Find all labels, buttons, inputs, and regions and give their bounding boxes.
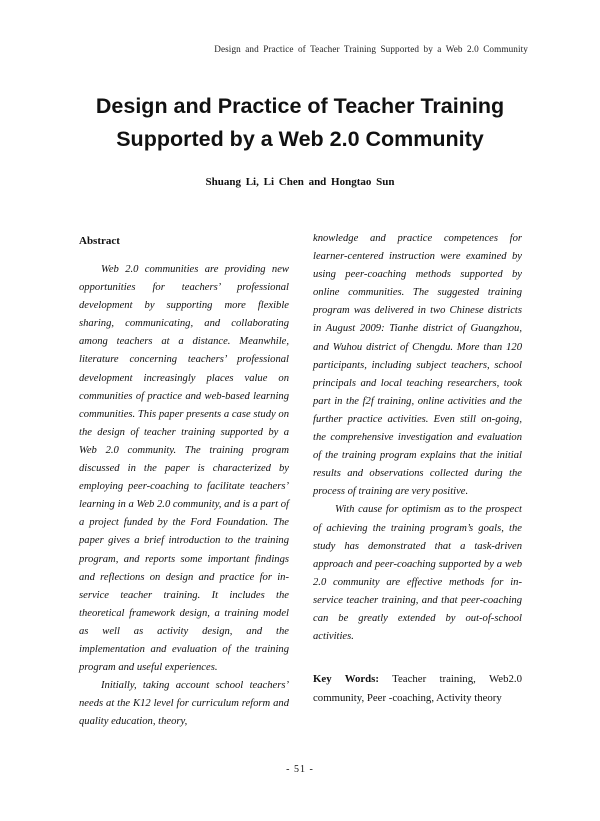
- page-number: - 51 -: [286, 764, 314, 775]
- left-column: [79, 230, 289, 731]
- keywords-label: Key Words:: [313, 673, 379, 686]
- keywords: [313, 670, 522, 707]
- title-line-2: Supported by a Web 2.0 Community: [116, 127, 484, 151]
- abstract-paragraph-3: With cause for optimism as to the prospect of achieving the training program’s goals, the study has demonstrated that a task-driven approach and peer-coaching supported by a web 2.0 community are effective methods for in-service teacher training, and that peer-coaching can be greatly extended by out-of-school activities.: [313, 504, 522, 643]
- abstract-paragraph-1: Web 2.0 communities are providing new opportunities for teachers’ professional development by supporting more flexible sharing, communicating, and collaborating among teachers at a distance. Meanwhile, literature concerning teachers’ professional development increasingly places value on communities of practice and web-based learning communities. This paper presents a case study on the design of teacher training supported by a Web 2.0 community. The training program discussed in the paper is characterized by employing peer-coaching to facilitate teachers’ learning in a Web 2.0 community, and is a part of a project funded by the Ford Foundation. The paper gives a brief introduction to the training program, and reports some important findings and reflections on design and practice for in-service teacher training. It includes the theoretical framework design, a training model as well as activity design, and the implementation and evaluation of the training program and useful experiences.: [79, 264, 289, 674]
- abstract-paragraph-2-continued: knowledge and practice competences for learner-centered instruction were examined by using peer-coaching methods supported by online communities. The suggested training program was delivered in two Chinese districts in August 2009: Tianhe district of Guangzhou, and Wuhou district of Chengdu. More than 120 participants, including subject teachers, school principals and local teaching researchers, took part in the f2f training, online activities and the further practice activities. Even still on-going, the comprehensive investigation and evaluation of the training program explains that the initial results and observations collected during the process of training are very positive.: [313, 233, 522, 498]
- running-header: Design and Practice of Teacher Training Supported by a Web 2.0 Community: [214, 44, 528, 54]
- keywords-text: Teacher training, Web2.0 community, Peer -coaching, Activity theory: [313, 673, 522, 704]
- abstract-heading: Abstract: [79, 235, 120, 247]
- authors: Shuang Li, Li Chen and Hongtao Sun: [205, 176, 395, 188]
- abstract-paragraph-2: Initially, taking account school teachers’ needs at the K12 level for curriculum reform and quality education, theory,: [79, 680, 289, 728]
- paper-title: [0, 90, 600, 156]
- right-column: [313, 230, 522, 707]
- title-line-1: Design and Practice of Teacher Training: [95, 94, 505, 118]
